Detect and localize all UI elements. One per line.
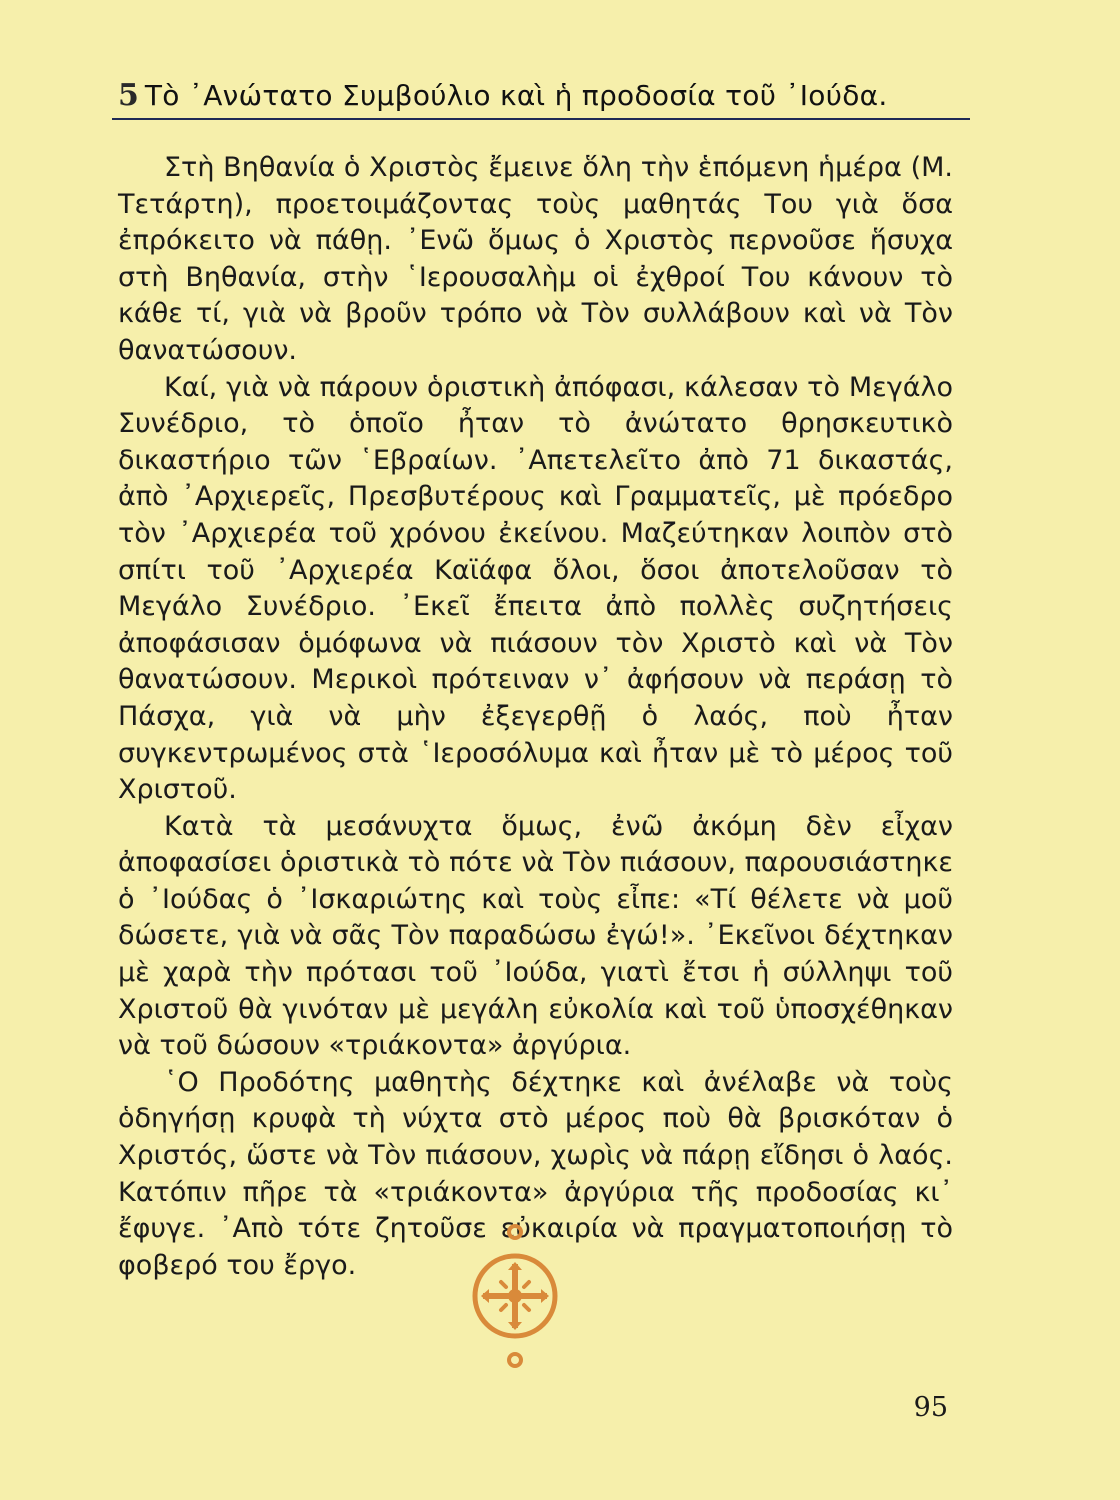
paragraph: Καί, γιὰ νὰ πάρουν ὁριστικὴ ἀπόφασι, κάλεσαν τὸ Μεγάλο Συνέδριο, τὸ ὁποῖο ἦταν τὸ ἀνώτατο θρησκευτικὸ δικαστήριο τῶν ῾Εβραίων. ᾿Απετελεῖτο ἀπὸ 71 δικαστάς, ἀπὸ ᾿Αρχιερεῖς, Πρεσβυτέρους καὶ Γραμματεῖς, μὲ πρόεδρο τὸν ᾿Αρχιερέα τοῦ χρόνου ἐκείνου. Μαζεύτηκαν λοιπὸν στὸ σπίτι τοῦ ᾿Αρχιερέα Καϊάφα ὅλοι, ὅσοι ἀποτελοῦσαν τὸ Μεγάλο Συνέδριο. ᾿Εκεῖ ἔπειτα ἀπὸ πολλὲς συζητήσεις ἀποφάσισαν ὁμόφωνα νὰ πιάσουν τὸν Χριστὸ καὶ νὰ Τὸν θανατώσουν. Μερικοὶ πρότειναν ν᾿ ἀφήσουν νὰ περάσῃ τὸ Πάσχα, γιὰ νὰ μὴν ἐξεγερθῇ ὁ λαός, ποὺ ἦταν συγκεντρωμένος στὰ ῾Ιεροσόλυμα καὶ ἦταν μὲ τὸ μέρος τοῦ Χριστοῦ. [118, 371, 953, 806]
cross-medallion-icon [470, 1222, 560, 1370]
page-number: 95 [913, 1392, 948, 1423]
section-number: 5 [118, 78, 139, 113]
section-title: Τὸ ᾿Ανώτατο Συμβούλιο καὶ ἡ προδοσία τοῦ ᾿Ιούδα. [144, 79, 888, 112]
body-text [118, 150, 953, 1284]
paragraph: Κατὰ τὰ μεσάνυχτα ὅμως, ἐνῶ ἀκόμη δὲν εἶχαν ἀποφασίσει ὁριστικὰ τὸ πότε νὰ Τὸν πιάσουν, παρουσιάστηκε ὁ ᾿Ιούδας ὁ ᾿Ισκαριώτης καὶ τοὺς εἶπε: «Τί θέλετε νὰ μοῦ δώσετε, γιὰ νὰ σᾶς Τὸν παραδώσω ἐγώ!». ᾿Εκεῖνοι δέχτηκαν μὲ χαρὰ τὴν πρότασι τοῦ ᾿Ιούδα, γιατὶ ἔτσι ἡ σύλληψι τοῦ Χριστοῦ θὰ γινόταν μὲ μεγάλη εὐκολία καὶ τοῦ ὑποσχέθηκαν νὰ τοῦ δώσουν «τριάκοντα» ἀργύρια. [118, 810, 953, 1062]
paragraph: Στὴ Βηθανία ὁ Χριστὸς ἔμεινε ὅλη τὴν ἑπόμενη ἡμέρα (Μ. Τετάρτη), προετοιμάζοντας τοὺς μαθητάς Του γιὰ ὅσα ἐπρόκειτο νὰ πάθῃ. ᾿Ενῶ ὅμως ὁ Χριστὸς περνοῦσε ἥσυχα στὴ Βηθανία, στὴν ῾Ιερουσαλὴμ οἱ ἐχθροί Του κάνουν τὸ κάθε τί, γιὰ νὰ βροῦν τρόπο νὰ Τὸν συλλάβουν καὶ νὰ Τὸν θανατώσουν. [118, 152, 953, 366]
section-heading [118, 78, 970, 114]
paragraph: ῾Ο Προδότης μαθητὴς δέχτηκε καὶ ἀνέλαβε νὰ τοὺς ὁδηγήσῃ κρυφὰ τὴ νύχτα στὸ μέρος ποὺ θὰ βρισκόταν ὁ Χριστός, ὥστε νὰ Τὸν πιάσουν, χωρὶς νὰ πάρῃ εἴδησι ὁ λαός. Κατόπιν πῆρε τὰ «τριάκοντα» ἀργύρια τῆς προδοσίας κι᾿ ἔφυγε. ᾿Απὸ τότε ζητοῦσε εὐκαιρία νὰ πραγματοποιήσῃ τὸ φοβερό του ἔργο. [118, 1066, 953, 1281]
heading-underline [112, 118, 970, 120]
